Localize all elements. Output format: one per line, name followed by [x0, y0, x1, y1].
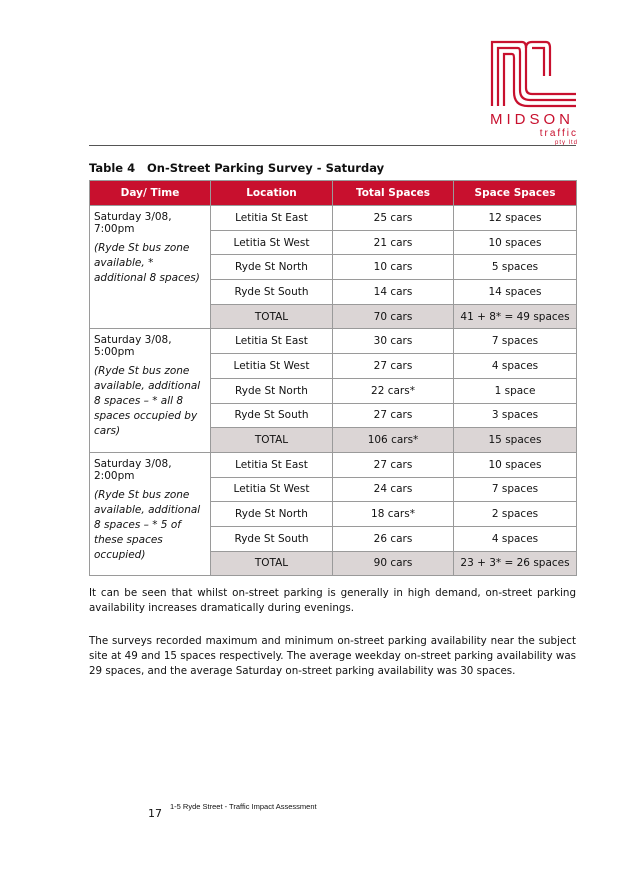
header-day-time: Day/ Time — [90, 181, 211, 206]
midson-mark-icon — [486, 36, 578, 108]
total-cars: 106 cars* — [333, 428, 454, 453]
location-cell: Letitia St East — [211, 206, 333, 231]
spaces-cell: 2 spaces — [454, 502, 577, 527]
header-location: Location — [211, 181, 333, 206]
total-spaces: 41 + 8* = 49 spaces — [454, 304, 577, 329]
location-cell: Letitia St West — [211, 230, 333, 255]
total-cell: 21 cars — [333, 230, 454, 255]
day-note: (Ryde St bus zone available, additional 8 spaces – * all 8 spaces occupied by cars) — [94, 365, 201, 438]
spaces-cell: 10 spaces — [454, 230, 577, 255]
location-cell: Ryde St South — [211, 280, 333, 305]
total-cell: 18 cars* — [333, 502, 454, 527]
header-rule — [89, 145, 576, 146]
total-cell: 26 cars — [333, 526, 454, 551]
spaces-cell: 3 spaces — [454, 403, 577, 428]
logo-word: MIDSON — [490, 111, 574, 128]
location-cell: Ryde St North — [211, 502, 333, 527]
table-number: Table 4 — [89, 161, 136, 175]
total-cell: 25 cars — [333, 206, 454, 231]
location-cell: Letitia St West — [211, 477, 333, 502]
day-time: Saturday 3/08, 5:00pm — [94, 334, 172, 359]
location-cell: Ryde St South — [211, 403, 333, 428]
day-note: (Ryde St bus zone available, * additional 8 spaces) — [94, 242, 200, 284]
table-row — [90, 329, 577, 354]
header-total-spaces: Total Spaces — [333, 181, 454, 206]
header-space-spaces: Space Spaces — [454, 181, 577, 206]
total-cars: 70 cars — [333, 304, 454, 329]
total-spaces: 15 spaces — [454, 428, 577, 453]
midson-logo — [486, 36, 578, 148]
spaces-cell: 12 spaces — [454, 206, 577, 231]
day-time: Saturday 3/08, 7:00pm — [94, 211, 172, 235]
day-note: (Ryde St bus zone available, additional 8 spaces – * 5 of these spaces occupied) — [94, 488, 201, 561]
total-label: TOTAL — [211, 304, 333, 329]
location-cell: Letitia St East — [211, 329, 333, 354]
body-paragraph: The surveys recorded maximum and minimum on-street parking availability near the subject site at 49 and 15 spaces respectively. The average weekday on-street parking availability was 29 spaces, and the average Saturday on-street parking availability was 30 spaces. — [89, 635, 576, 677]
logo-subtitle: traffic — [539, 128, 578, 139]
location-cell: Ryde St North — [211, 255, 333, 280]
table-caption — [89, 161, 384, 175]
total-label: TOTAL — [211, 428, 333, 453]
table-header-row — [90, 181, 577, 206]
day-time: Saturday 3/08, 2:00pm — [94, 457, 172, 482]
parking-survey-table — [89, 180, 577, 576]
total-cell: 24 cars — [333, 477, 454, 502]
day-cell — [90, 329, 211, 452]
total-cell: 27 cars — [333, 354, 454, 379]
day-cell — [90, 206, 211, 329]
location-cell: Ryde St North — [211, 378, 333, 403]
table-row — [90, 206, 577, 231]
spaces-cell: 14 spaces — [454, 280, 577, 305]
spaces-cell: 5 spaces — [454, 255, 577, 280]
spaces-cell: 4 spaces — [454, 526, 577, 551]
location-cell: Ryde St South — [211, 526, 333, 551]
table-row — [90, 452, 577, 477]
table-title: On-Street Parking Survey - Saturday — [147, 161, 385, 175]
total-spaces: 23 + 3* = 26 spaces — [454, 551, 577, 576]
body-paragraph: It can be seen that whilst on-street parking is generally in high demand, on-street parking availability increases dramatically during evenings. — [89, 587, 576, 614]
total-cell: 14 cars — [333, 280, 454, 305]
spaces-cell: 7 spaces — [454, 477, 577, 502]
page-number: 17 — [148, 807, 162, 820]
spaces-cell: 10 spaces — [454, 452, 577, 477]
total-cell: 10 cars — [333, 255, 454, 280]
location-cell: Letitia St West — [211, 354, 333, 379]
spaces-cell: 1 space — [454, 378, 577, 403]
day-cell — [90, 452, 211, 575]
logo-subtitle-small: pty ltd — [554, 140, 578, 146]
total-cars: 90 cars — [333, 551, 454, 576]
spaces-cell: 7 spaces — [454, 329, 577, 354]
total-cell: 30 cars — [333, 329, 454, 354]
spaces-cell: 4 spaces — [454, 354, 577, 379]
total-cell: 27 cars — [333, 452, 454, 477]
total-cell: 22 cars* — [333, 378, 454, 403]
location-cell: Letitia St East — [211, 452, 333, 477]
total-cell: 27 cars — [333, 403, 454, 428]
footer-text: 1-5 Ryde Street - Traffic Impact Assessment — [170, 802, 317, 811]
total-label: TOTAL — [211, 551, 333, 576]
